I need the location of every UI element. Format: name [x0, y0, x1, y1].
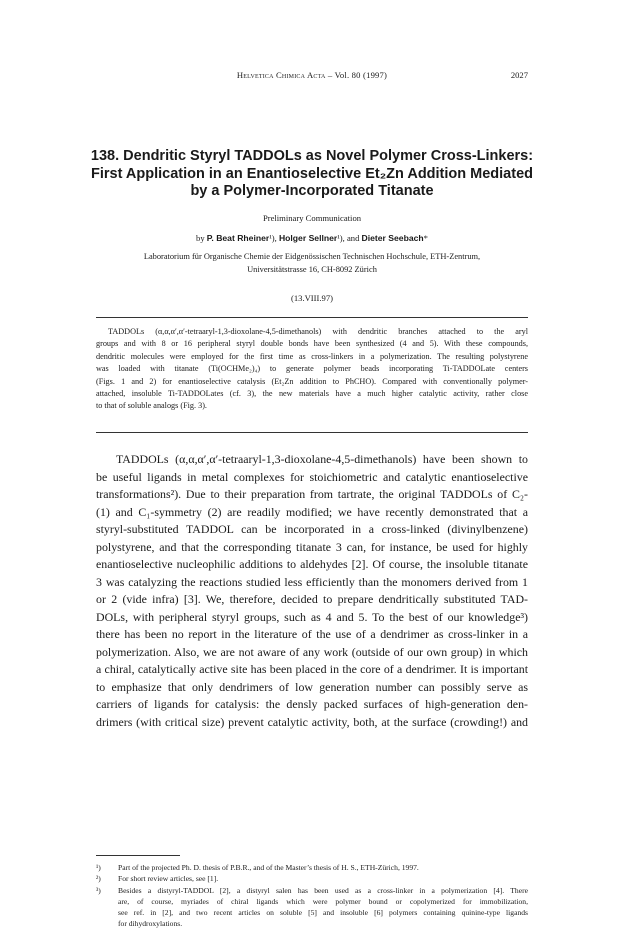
footnote-mark: ¹) — [96, 863, 101, 872]
footnotes — [96, 862, 528, 930]
page-number: 2027 — [510, 70, 528, 80]
body-line: DOLs, with peripheral styryl groups, such as 4 and 5. To the best of our knowledge³) — [96, 609, 528, 624]
title-line: First Application in an Enantioselective Et₂Zn Addition Mediated — [90, 165, 534, 182]
footnote-mark: ³) — [96, 885, 101, 895]
footnote — [96, 885, 528, 930]
body-line: transformations²). Due to their preparation from tartrate, the original TADDOLs of C₂- — [96, 487, 528, 501]
footnote — [96, 862, 528, 873]
body-text — [96, 451, 528, 731]
author-line — [0, 233, 624, 243]
journal-name: Helvetica Chimica Acta — [236, 70, 326, 80]
body-line: carriers of ligands for catalysis: the densly packed surfaces of high-generation den- — [96, 697, 528, 711]
footnote-line: Part of the projected Ph. D. thesis of P.B.R., and of the Master’s thesis of H. S., ETH-Zürich, 1997. — [118, 863, 419, 872]
running-head — [96, 70, 528, 84]
footnote-line: see ref. in [2], and two recent articles on soluble [5] and insoluble [6] polymers containing quinine-type ligands — [118, 908, 528, 918]
footnote-line: Besides a distyryl-TADDOL [2], a distyryl salen has been used as a cross-linker in a polymerization [4]. There — [118, 885, 528, 895]
abstract-line: (Figs. 1 and 2) for enantioselective catalysis (Et₂Zn addition to PhCHO). Compared with conventionally polymer- — [96, 376, 528, 386]
abstract-line: TADDOLs (α,α,α′,α′-tetraaryl-1,3-dioxolane-4,5-dimethanols) with dendritic branches attached to the aryl — [108, 327, 528, 336]
body-line: (1) and C₁-symmetry (2) are readily modified; we have recently demonstrated that a — [96, 504, 528, 519]
abstract-top-rule — [96, 317, 528, 318]
abstract-line: dendritic molecules were employed for the first time as cross-linkers in a polymerization. The resulting polystyrene — [96, 351, 528, 361]
authors-prefix: by — [196, 233, 207, 243]
corresponding-author-marker: * — [423, 233, 428, 243]
journal-volume: – Vol. 80 (1997) — [325, 70, 388, 80]
body-line: polystyrene, and that the corresponding titanate 3 can, for instance, be used for highly — [96, 539, 528, 554]
affiliation-line: Laboratorium für Organische Chemie der Eidgenössischen Technischen Hochschule, ETH-Zentrum, — [143, 252, 481, 261]
body-line: a chiral, catalytically active site has been placed in the core of a dendrimer. It is important — [96, 662, 528, 676]
body-line: enantioselective nucleophilic additions to aldehydes [2]. Of course, the insoluble titanate — [96, 557, 528, 571]
author-name: P. Beat Rheiner — [206, 233, 270, 243]
footnote-line: For short review articles, see [1]. — [118, 874, 219, 884]
running-head-journal — [96, 70, 528, 80]
body-line: polymerization. Also, we are not aware of any work (outside of our own group) in which — [96, 644, 528, 659]
footnote-marker: ¹), and — [337, 233, 362, 243]
article-title — [70, 148, 554, 201]
body-line: drimers (with critical size) prevent catalytic activity, both, at the surface (crowding!) and — [96, 714, 528, 729]
affiliation-line: Universitätstrasse 16, CH-8092 Zürich — [247, 264, 377, 274]
body-line: 3 was catalyzing the reactions studied less efficiently than the monomers derived from 1 — [96, 574, 528, 589]
abstract — [96, 326, 528, 413]
author-name: Holger Sellner — [278, 233, 338, 243]
footnote-line: are, of course, myriades of chiral ligands which were polymer bound or copolymerized for immobilization, — [118, 896, 528, 906]
received-date: (13.VIII.97) — [291, 293, 333, 303]
body-line: be useful ligands in metal complexes for stoichiometric and catalytic enantioselective — [96, 469, 528, 484]
body-line: or 2 (vide infra) [3]. We, therefore, decided to prepare dendritically substituted TAD- — [96, 592, 528, 606]
abstract-line: to that of soluble analogs (Fig. 3). — [96, 401, 207, 411]
abstract-line: groups and with 8 or 16 peripheral styryl double bonds have been synthesized (4 and 5). With these compounds, — [96, 339, 528, 349]
author-name: Dieter Seebach — [361, 233, 424, 243]
affiliation — [80, 251, 544, 276]
body-line: to emphasize that only dendrimers of low generation number can possibly serve as — [96, 679, 528, 694]
article-type: Preliminary Communication — [262, 213, 362, 223]
body-line: styryl-substituted TADDOL can be incorporated in a cross-linked (divinylbenzene) — [96, 522, 528, 536]
footnote-rule — [96, 855, 180, 856]
footnote — [96, 873, 528, 884]
footnote-marker: ¹), — [269, 233, 279, 243]
footnote-line: for dihydroxylations. — [118, 919, 183, 929]
title-line: 138. Dendritic Styryl TADDOLs as Novel Polymer Cross-Linkers: — [90, 148, 534, 164]
footnote-mark: ²) — [96, 874, 101, 884]
body-line: there has been no report in the literature of the use of a dendrimer as cross-linker in a — [96, 627, 528, 641]
abstract-line: was loaded with titanate (Ti(OCHMe₂)₄) to generate polymer beads incorporating Ti-TADDOLate centers — [96, 364, 528, 374]
body-line: TADDOLs (α,α,α′,α′-tetraaryl-1,3-dioxolane-4,5-dimethanols) have been shown to — [116, 452, 528, 466]
abstract-line: attached, insoluble Ti-TADDOLates (cf. 3), the new materials have a much higher catalytic activity, rather close — [96, 389, 528, 399]
abstract-bottom-rule — [96, 432, 528, 433]
title-line: by a Polymer-Incorporated Titanate — [190, 183, 434, 199]
